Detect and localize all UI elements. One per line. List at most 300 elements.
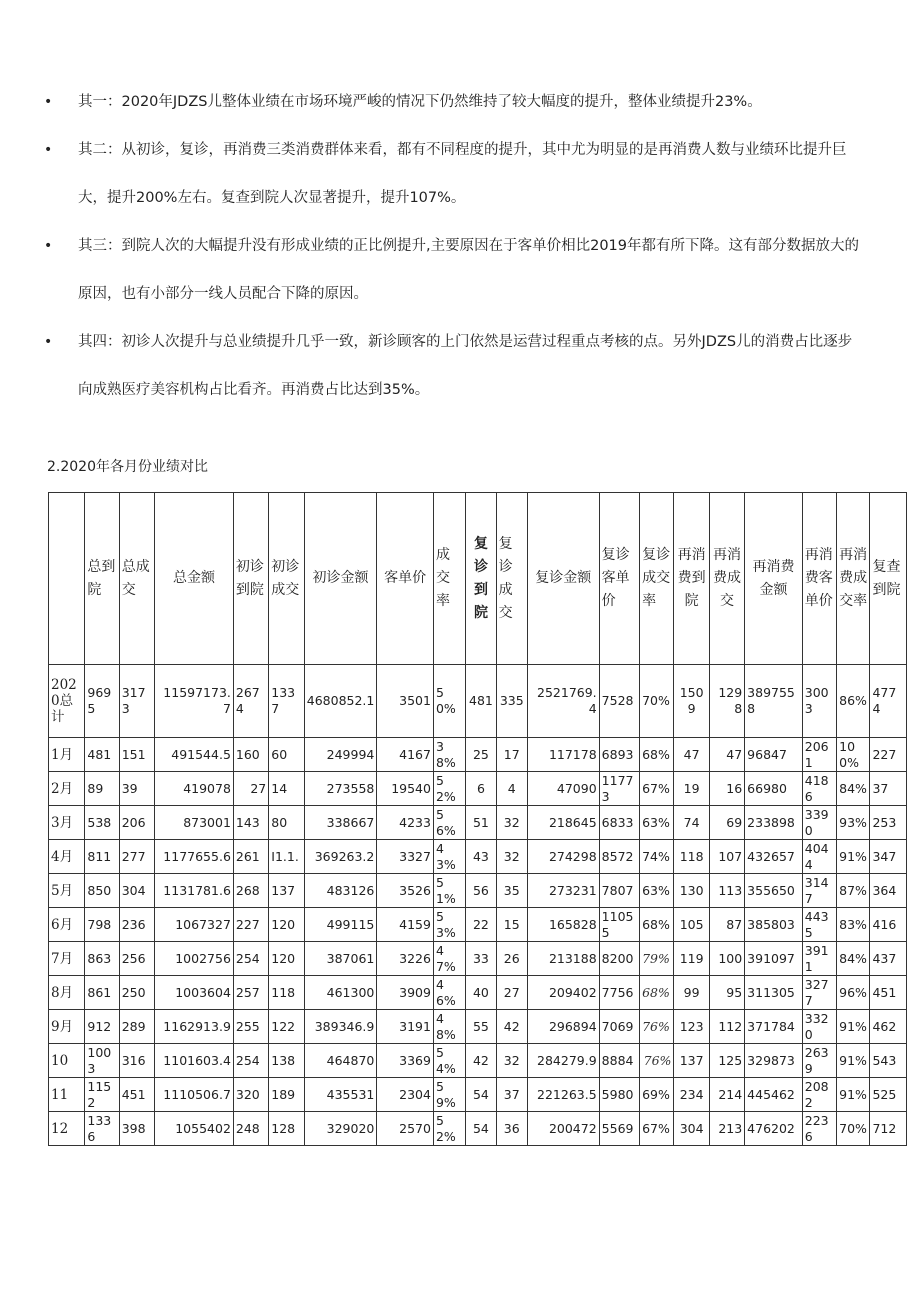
table-cell: 304 [674,1112,709,1146]
table-cell: 481 [466,665,496,738]
table-cell: 33 [466,942,496,976]
row-label-cell: 6月 [49,908,85,942]
monthly-performance-table [48,492,907,1146]
table-cell: 543 [870,1044,907,1078]
table-cell: 250 [119,976,154,1010]
table-cell: 7069 [599,1010,639,1044]
table-cell: 17 [496,738,527,772]
month-row [49,1078,907,1112]
header-cell: 再消费成交 [709,493,744,665]
table-cell: 42 [496,1010,527,1044]
table-cell: 483126 [304,874,377,908]
month-row [49,806,907,840]
table-cell: 335 [496,665,527,738]
header-row [49,493,907,665]
table-cell: 52% [433,772,465,806]
table-cell: 200472 [527,1112,599,1146]
table-cell: 76% [640,1010,674,1044]
summary-bullets [40,78,900,414]
table-cell: 4 [496,772,527,806]
table-cell: 89 [85,772,119,806]
table-cell: 47% [433,942,465,976]
table-cell: 4167 [377,738,434,772]
table-cell: 48% [433,1010,465,1044]
table-cell: 56 [466,874,496,908]
table-cell: 387061 [304,942,377,976]
table-cell: 2570 [377,1112,434,1146]
row-label-cell: 2020总计 [49,665,85,738]
table-cell: 122 [269,1010,304,1044]
table-cell: 68% [640,738,674,772]
table-cell: 296894 [527,1010,599,1044]
table-cell: 1003604 [155,976,234,1010]
month-row [49,1010,907,1044]
bullet-text-cont: 向成熟医疗美容机构占比看齐。再消费占比达到35%。 [78,382,430,398]
header-cell: 复查到院 [870,493,907,665]
header-cell: 客单价 [377,493,434,665]
table-cell: 87% [837,874,870,908]
bullet-marker: • [44,334,53,350]
table-cell: 273558 [304,772,377,806]
table-cell: 4680852.1 [304,665,377,738]
table-cell: 8572 [599,840,639,874]
table-cell: 338667 [304,806,377,840]
table-cell: 137 [269,874,304,908]
bullet-item [40,222,900,318]
table-cell: 38% [433,738,465,772]
table-cell: 451 [870,976,907,1010]
table-cell: 364 [870,874,907,908]
table-cell: 117178 [527,738,599,772]
table-cell: I1.1. [269,840,304,874]
table-cell: 1337 [269,665,304,738]
table-cell: 54% [433,1044,465,1078]
bullet-item [40,126,900,222]
header-cell: 复诊金额 [527,493,599,665]
row-label-cell: 4月 [49,840,85,874]
row-label-cell: 9月 [49,1010,85,1044]
bullet-text: 其一：2020年JDZS儿整体业绩在市场环境严峻的情况下仍然维持了较大幅度的提升，整体业绩提升23%。 [78,94,762,110]
table-cell: 1002756 [155,942,234,976]
table-cell: 51% [433,874,465,908]
table-cell: 160 [233,738,268,772]
table-cell: 54 [466,1112,496,1146]
table-cell: 47 [709,738,744,772]
table-cell: 125 [709,1044,744,1078]
table-cell: 462 [870,1010,907,1044]
table-cell: 1131781.6 [155,874,234,908]
bullet-text: 其三：到院人次的大幅提升没有形成业绩的正比例提升,主要原因在于客单价相比2019年都有所下降。这有部分数据放大的 [78,238,860,254]
table-cell: 79% [640,942,674,976]
table-cell: 329873 [745,1044,803,1078]
table-cell: 105 [674,908,709,942]
table-cell: 464870 [304,1044,377,1078]
table-cell: 1110506.7 [155,1078,234,1112]
table-cell: 227 [233,908,268,942]
table-cell: 481 [85,738,119,772]
table-cell: 311305 [745,976,803,1010]
table-cell: 912 [85,1010,119,1044]
table-cell: 84% [837,942,870,976]
table-cell: 525 [870,1078,907,1112]
table-cell: 1067327 [155,908,234,942]
table-cell: 256 [119,942,154,976]
table-cell: 60 [269,738,304,772]
header-cell: 复诊成交 [496,493,527,665]
header-cell: 再消费客单价 [802,493,836,665]
table-cell: 22 [466,908,496,942]
table-cell: 70% [837,1112,870,1146]
table-cell: 26 [496,942,527,976]
table-cell: 1003 [85,1044,119,1078]
table-cell: 7807 [599,874,639,908]
table-cell: 7756 [599,976,639,1010]
table-cell: 151 [119,738,154,772]
table-cell: 437 [870,942,907,976]
table-cell: 138 [269,1044,304,1078]
table-cell: 218645 [527,806,599,840]
table-cell: 120 [269,942,304,976]
table-cell: 236 [119,908,154,942]
bullet-item [40,318,900,414]
bullet-text: 其二：从初诊，复诊，再消费三类消费群体来看，都有不同程度的提升，其中尤为明显的是再消费人数与业绩环比提升巨 [78,142,847,158]
table-cell: 385803 [745,908,803,942]
month-row [49,874,907,908]
table-cell: 391097 [745,942,803,976]
table-cell: 130 [674,874,709,908]
table-cell: 36 [496,1112,527,1146]
table-cell: 213 [709,1112,744,1146]
table-cell: 74% [640,840,674,874]
table-cell: 107 [709,840,744,874]
table-cell: 91% [837,840,870,874]
table-cell: 9695 [85,665,119,738]
table-cell: 1055402 [155,1112,234,1146]
table-cell: 4233 [377,806,434,840]
table-cell: 51 [466,806,496,840]
table-cell: 6833 [599,806,639,840]
table-cell: 69 [709,806,744,840]
table-cell: 2304 [377,1078,434,1112]
table-cell: 118 [269,976,304,1010]
row-label-cell: 5月 [49,874,85,908]
table-cell: 5980 [599,1078,639,1112]
table-cell: 120 [269,908,304,942]
table-cell: 491544.5 [155,738,234,772]
table-cell: 249994 [304,738,377,772]
table-cell: 43% [433,840,465,874]
table-cell: 32 [496,806,527,840]
table-cell: 254 [233,1044,268,1078]
table-cell: 27 [496,976,527,1010]
table-cell: 254 [233,942,268,976]
row-label-cell: 8月 [49,976,85,1010]
table-cell: 320 [233,1078,268,1112]
table-cell: 70% [640,665,674,738]
table-cell: 850 [85,874,119,908]
table-cell: 15 [496,908,527,942]
table-cell: 6893 [599,738,639,772]
table-cell: 43 [466,840,496,874]
table-cell: 2521769.4 [527,665,599,738]
table-cell: 19540 [377,772,434,806]
table-cell: 432657 [745,840,803,874]
table-cell: 273231 [527,874,599,908]
table-cell: 277 [119,840,154,874]
table-cell: 189 [269,1078,304,1112]
bullet-marker: • [44,94,53,110]
table-cell: 63% [640,874,674,908]
table-cell: 1152 [85,1078,119,1112]
table-cell: 100% [837,738,870,772]
table-cell: 234 [674,1078,709,1112]
table-cell: 233898 [745,806,803,840]
table-cell: 206 [119,806,154,840]
table-cell: 8200 [599,942,639,976]
table-cell: 257 [233,976,268,1010]
table-cell: 398 [119,1112,154,1146]
table-cell: 253 [870,806,907,840]
header-cell: 总成交 [119,493,154,665]
table-cell: 461300 [304,976,377,1010]
table-cell: 112 [709,1010,744,1044]
table-cell: 2639 [802,1044,836,1078]
table-cell: 221263.5 [527,1078,599,1112]
table-cell: 6 [466,772,496,806]
table-cell: 63% [640,806,674,840]
table-cell: 255 [233,1010,268,1044]
header-cell: 初诊金额 [304,493,377,665]
table-cell: 419078 [155,772,234,806]
table-cell: 84% [837,772,870,806]
table-cell: 11597173.7 [155,665,234,738]
table-cell: 371784 [745,1010,803,1044]
table-cell: 4435 [802,908,836,942]
header-cell: 总到院 [85,493,119,665]
table-cell: 69% [640,1078,674,1112]
row-label-cell: 10 [49,1044,85,1078]
table-cell: 37 [496,1078,527,1112]
bullet-marker: • [44,238,53,254]
table-cell: 4774 [870,665,907,738]
month-row [49,942,907,976]
table-cell: 389346.9 [304,1010,377,1044]
table-cell: 74 [674,806,709,840]
row-label-cell: 2月 [49,772,85,806]
row-label-cell: 7月 [49,942,85,976]
table-cell: 128 [269,1112,304,1146]
bullet-text-cont: 大，提升200%左右。复查到院人次显著提升，提升107%。 [78,190,466,206]
table-cell: 91% [837,1044,870,1078]
table-cell: 451 [119,1078,154,1112]
table-cell: 35 [496,874,527,908]
table-cell: 83% [837,908,870,942]
table-cell: 8884 [599,1044,639,1078]
table-cell: 248 [233,1112,268,1146]
total-row [49,665,907,738]
table-cell: 476202 [745,1112,803,1146]
header-cell: 成交率 [433,493,465,665]
table-cell: 227 [870,738,907,772]
table-cell: 67% [640,1112,674,1146]
header-cell: 总金额 [155,493,234,665]
table-cell: 27 [233,772,268,806]
table-cell: 811 [85,840,119,874]
table-cell: 284279.9 [527,1044,599,1078]
bullet-marker: • [44,142,53,158]
table-cell: 304 [119,874,154,908]
table-cell: 42 [466,1044,496,1078]
table-cell: 93% [837,806,870,840]
header-cell: 初诊成交 [269,493,304,665]
table-cell: 5569 [599,1112,639,1146]
header-cell [49,493,85,665]
table-cell: 119 [674,942,709,976]
row-label-cell: 12 [49,1112,85,1146]
table-cell: 2061 [802,738,836,772]
table-cell: 56% [433,806,465,840]
month-row [49,908,907,942]
table-cell: 113 [709,874,744,908]
header-cell: 初诊到院 [233,493,268,665]
month-row [49,738,907,772]
table-cell: 3909 [377,976,434,1010]
table-cell: 59% [433,1078,465,1112]
table-cell: 46% [433,976,465,1010]
row-label-cell: 11 [49,1078,85,1112]
table-cell: 3327 [377,840,434,874]
header-cell: 再消费成交率 [837,493,870,665]
table-cell: 66980 [745,772,803,806]
table-cell: 52% [433,1112,465,1146]
table-cell: 16 [709,772,744,806]
table-cell: 3173 [119,665,154,738]
row-label-cell: 3月 [49,806,85,840]
table-cell: 1509 [674,665,709,738]
table-cell: 53% [433,908,465,942]
bullet-item [40,78,900,126]
table-cell: 316 [119,1044,154,1078]
table-cell: 268 [233,874,268,908]
section-title: 2.2020年各月份业绩对比 [47,459,208,475]
table-cell: 19 [674,772,709,806]
bullet-text: 其四：初诊人次提升与总业绩提升几乎一致，新诊顾客的上门依然是运营过程重点考核的点。另外JDZS儿的消费占比逐步 [78,334,853,350]
table-cell: 289 [119,1010,154,1044]
table-cell: 143 [233,806,268,840]
table-cell: 3897558 [745,665,803,738]
table-cell: 1162913.9 [155,1010,234,1044]
table-cell: 32 [496,840,527,874]
table-cell: 369263.2 [304,840,377,874]
table-cell: 96847 [745,738,803,772]
month-row [49,1044,907,1078]
table-cell: 87 [709,908,744,942]
row-label-cell: 1月 [49,738,85,772]
table-cell: 39 [119,772,154,806]
table-cell: 3911 [802,942,836,976]
table-cell: 76% [640,1044,674,1078]
table-cell: 96% [837,976,870,1010]
table-cell: 2236 [802,1112,836,1146]
table-cell: 214 [709,1078,744,1112]
table-cell: 3320 [802,1010,836,1044]
table-cell: 118 [674,840,709,874]
table-cell: 1101603.4 [155,1044,234,1078]
table-cell: 347 [870,840,907,874]
table-cell: 712 [870,1112,907,1146]
table-cell: 67% [640,772,674,806]
table-cell: 863 [85,942,119,976]
table-cell: 3390 [802,806,836,840]
month-row [49,840,907,874]
table-cell: 538 [85,806,119,840]
table-cell: 3003 [802,665,836,738]
table-cell: 3147 [802,874,836,908]
table-cell: 445462 [745,1078,803,1112]
table-cell: 25 [466,738,496,772]
table-cell: 3526 [377,874,434,908]
table-cell: 3501 [377,665,434,738]
table-cell: 14 [269,772,304,806]
table-cell: 329020 [304,1112,377,1146]
table-cell: 91% [837,1010,870,1044]
table-cell: 861 [85,976,119,1010]
table-cell: 40 [466,976,496,1010]
month-row [49,772,907,806]
table-cell: 137 [674,1044,709,1078]
table-cell: 37 [870,772,907,806]
table-cell: 123 [674,1010,709,1044]
month-row [49,976,907,1010]
table-cell: 3369 [377,1044,434,1078]
table-cell: 95 [709,976,744,1010]
table-cell: 7528 [599,665,639,738]
table-cell: 416 [870,908,907,942]
table-cell: 50% [433,665,465,738]
table-cell: 355650 [745,874,803,908]
table-cell: 1177655.6 [155,840,234,874]
table-cell: 165828 [527,908,599,942]
table-cell: 100 [709,942,744,976]
table-cell: 1336 [85,1112,119,1146]
table-cell: 80 [269,806,304,840]
table-cell: 86% [837,665,870,738]
table-cell: 3226 [377,942,434,976]
table-cell: 213188 [527,942,599,976]
table-cell: 2674 [233,665,268,738]
table-cell: 47090 [527,772,599,806]
header-cell: 再消费金额 [745,493,803,665]
table-cell: 4186 [802,772,836,806]
table-cell: 435531 [304,1078,377,1112]
month-row [49,1112,907,1146]
table-cell: 499115 [304,908,377,942]
table-cell: 1298 [709,665,744,738]
table-cell: 54 [466,1078,496,1112]
table-cell: 261 [233,840,268,874]
table-cell: 2082 [802,1078,836,1112]
table-cell: 55 [466,1010,496,1044]
table-cell: 274298 [527,840,599,874]
table-cell: 3191 [377,1010,434,1044]
table-cell: 209402 [527,976,599,1010]
table-cell: 68% [640,908,674,942]
bullet-text-cont: 原因，也有小部分一线人员配合下降的原因。 [78,286,368,302]
table-cell: 873001 [155,806,234,840]
table-cell: 4159 [377,908,434,942]
table-cell: 68% [640,976,674,1010]
table-cell: 3277 [802,976,836,1010]
